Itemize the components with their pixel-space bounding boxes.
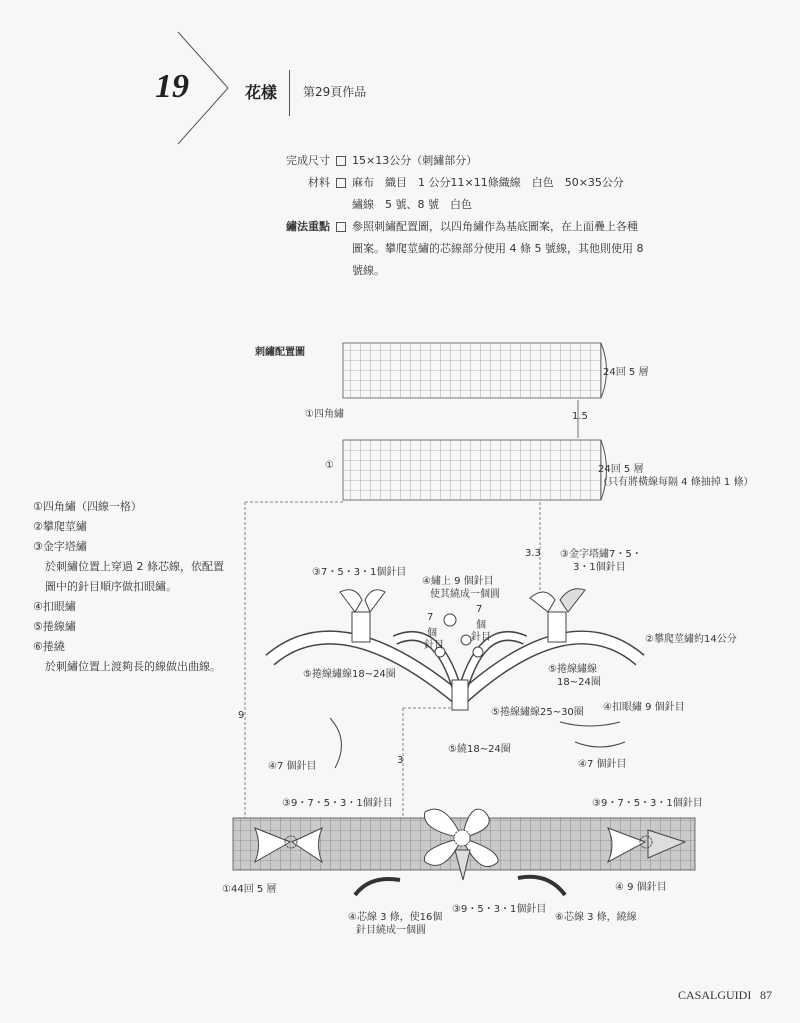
top-grid-label: 24回 5 層 <box>603 367 649 378</box>
footer-brand: CASALGUIDI <box>678 988 752 1002</box>
core-thread-right <box>518 877 565 895</box>
dimension-9: 9 <box>238 710 245 721</box>
legend-item: ③金字塔繡 <box>33 540 87 553</box>
legend-item: ②攀爬莖繡 <box>33 520 87 533</box>
label-wrap-center: ⑤捲線繡線25~30圈 <box>491 707 584 718</box>
points-line: 圖案。攀爬莖繡的芯線部分使用 4 條 5 號線，其他則使用 8 <box>352 242 644 255</box>
page-number: 87 <box>760 988 772 1002</box>
legend-item: 圖中的針目順序做扣眼繡。 <box>45 580 177 593</box>
gap-dimension: 1.5 <box>572 411 588 422</box>
points-label: 繡法重點 <box>286 220 330 233</box>
label-core-left: 針目繞成一個圓 <box>356 925 426 936</box>
materials-label: 材料 <box>308 176 330 189</box>
label-7b: 針目 <box>471 632 491 643</box>
label-bottom-right-pyramid: ③9・7・5・3・1個針目 <box>592 798 703 809</box>
label-7-right: ④7 個針目 <box>578 759 627 770</box>
label-core-left: ④芯線 3 條，使16個 <box>348 912 443 923</box>
label-44: ①44回 5 層 <box>222 884 277 895</box>
label-wrap-right: 18~24圈 <box>557 677 601 688</box>
top-grid-stitch-label: ①四角繡 <box>305 409 344 420</box>
top-grid <box>343 343 607 398</box>
label-7a: 針目 <box>424 640 444 651</box>
legend-item: ①四角繡（四線一格） <box>33 500 142 513</box>
mid-grid-label: 24回 5 層 <box>598 464 644 475</box>
label-pyramid-right: 3・1個針目 <box>573 562 626 573</box>
label-9-stitch: ④ 9 個針目 <box>615 882 667 893</box>
label-buttonhole-9: ④扣眼繡 9 個針目 <box>603 702 685 713</box>
label-pyramid-left: ③7・5・3・1個針目 <box>312 567 407 578</box>
label-climbing-stem: ②攀爬莖繡約14公分 <box>645 634 737 645</box>
label-7a: 7 <box>427 612 434 623</box>
label-center-pyramid: ③9・5・3・1個針目 <box>452 904 547 915</box>
mid-grid-stitch-label: ① <box>325 460 334 471</box>
chapter-reference: 第29頁作品 <box>303 85 367 99</box>
label-center-top: 使其繞成一個圓 <box>430 589 500 600</box>
label-bottom-left-pyramid: ③9・7・5・3・1個針目 <box>282 798 393 809</box>
size-label: 完成尺寸 <box>286 154 330 167</box>
middle-grid <box>343 440 607 500</box>
points-line: 參照刺繡配置圖，以四角繡作為基底圖案，在上面疊上各種 <box>352 220 638 233</box>
legend-item: ⑥捲繞 <box>33 640 65 653</box>
size-value: 15×13公分（刺繡部分） <box>352 154 478 167</box>
dimension-33: 3.3 <box>525 548 541 559</box>
mid-grid-note: （只有將橫線每隔 4 條抽掉 1 條） <box>598 477 754 488</box>
legend-item: 於刺繡位置上渡夠長的線做出曲線。 <box>45 660 221 673</box>
label-7-left: ④7 個針目 <box>268 761 317 772</box>
legend-item: 於刺繡位置上穿過 2 條芯線，依配置 <box>45 560 224 573</box>
diagram-title: 刺繡配置圖 <box>255 347 305 358</box>
label-wrap-right: ⑤捲線繡線 <box>548 664 597 675</box>
label-pyramid-right: ③金字塔繡7・5・ <box>560 549 642 560</box>
label-center-top: ④繡上 9 個針目 <box>422 576 494 587</box>
label-wrap-bottom: ⑤繞18~24圈 <box>448 744 511 755</box>
label-7b: 7 <box>476 604 483 615</box>
label-7b: 個 <box>476 620 486 631</box>
chapter-number: 19 <box>155 68 189 105</box>
label-wrap-left: ⑤捲線繡線18~24圈 <box>303 669 396 680</box>
materials-line: 麻布 織目 1 公分11×11條織線 白色 50×35公分 <box>352 176 624 189</box>
legend-item: ⑤捲線繡 <box>33 620 76 633</box>
label-core-right: ⑥芯線 3 條，繞線 <box>555 912 637 923</box>
core-thread-left <box>355 879 400 895</box>
chapter-title: 花樣 <box>245 83 278 102</box>
dimension-3: 3 <box>397 755 404 766</box>
materials-line: 繡線 5 號、8 號 白色 <box>352 198 472 211</box>
label-7a: 個 <box>427 628 437 639</box>
legend-item: ④扣眼繡 <box>33 600 76 613</box>
points-line: 號線。 <box>352 264 385 277</box>
